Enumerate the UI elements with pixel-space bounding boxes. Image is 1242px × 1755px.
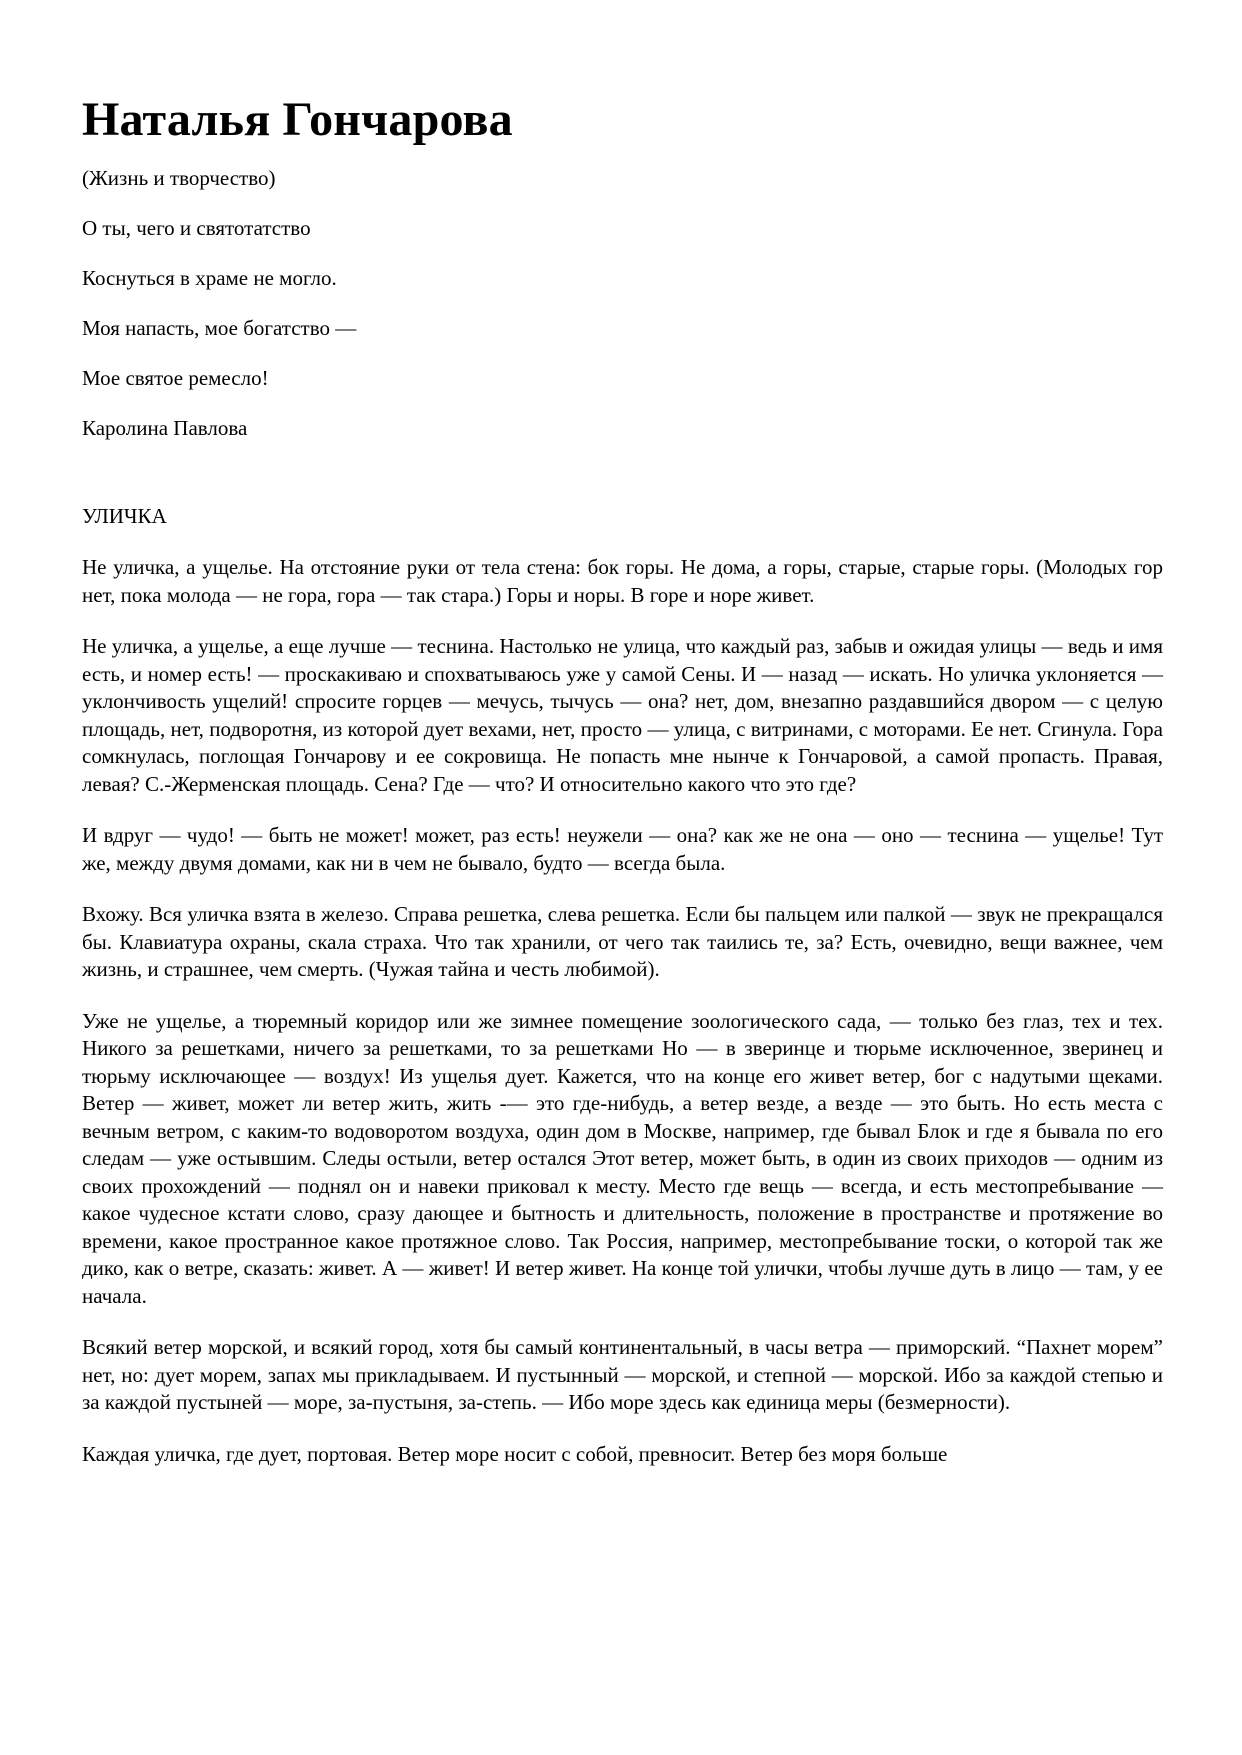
paragraph: И вдруг — чудо! — быть не может! может, раз есть! неужели — она? как же не она — оно — теснина — ущелье! Тут же, между двумя домами, как ни в чем не бывало, будто — всегда была.	[82, 823, 1163, 875]
epigraph-line: Моя напасть, мое богатство —	[82, 316, 357, 340]
document-title: Наталья Гончарова	[82, 93, 513, 146]
paragraph: Уже не ущелье, а тюремный коридор или же зимнее помещение зоологического сада, — только без глаз, тех и тех. Никого за решетками, ничего за решетками, то за решетками Но — в зверинце и тюрьме исключенное, зверинец и тюрьму исключающее — воздух! Из ущелья дует. Кажется, что на конце его живет ветер, бог с надутыми щеками. Ветер — живет, может ли ветер жить, жить -— это где-нибудь, а ветер везде, а везде — это быть. Но есть места с вечным ветром, с каким-то водоворотом воздуха, один дом в Москве, например, где бывал Блок и где я бывала по его следам — уже остывшим. Следы остыли, ветер остался Этот ветер, может быть, в один из своих приходов — одним из своих прохождений — поднял он и навеки приковал к месту. Место где вещь — всегда, и есть местопребывание — какое чудесное кстати слово, сразу дающее и бытность и длительность, положение в пространстве и протяжение во времени, какое пространное какое протяжное слово. Так Россия, например, местопребывание тоски, о которой так же дико, как о ветре, сказать: живет. А — живет! И ветер живет. На конце той улички, чтобы лучше дуть в лицо — там, у ее начала.	[82, 1008, 1163, 1308]
paragraph: Вхожу. Вся уличка взята в железо. Справа решетка, слева решетка. Если бы пальцем или палкой — звук не прекращался бы. Клавиатура охраны, скала страха. Что так хранили, от чего так таились те, за? Есть, очевидно, вещи важнее, чем жизнь, и страшнее, чем смерть. (Чужая тайна и честь любимой).	[82, 902, 1163, 981]
section-heading: УЛИЧКА	[82, 504, 167, 528]
epigraph-line: Коснуться в храме не могло.	[82, 266, 337, 290]
subtitle: (Жизнь и творчество)	[82, 166, 276, 190]
epigraph	[82, 216, 1163, 440]
epigraph-line: Мое святое ремесло!	[82, 366, 269, 390]
epigraph-author: Каролина Павлова	[82, 416, 248, 440]
document-page	[82, 88, 1163, 1492]
paragraph: Каждая уличка, где дует, портовая. Ветер море носит с собой, превносит. Ветер без моря больше	[82, 1441, 948, 1466]
paragraph: Не уличка, а ущелье. На отстояние руки от тела стена: бок горы. Не дома, а горы, старые, старые горы. (Молодых гор нет, пока молода — не гора, гора — так стара.) Горы и норы. В горе и норе живет.	[82, 555, 1163, 607]
paragraph: Не уличка, а ущелье, а еще лучше — теснина. Настолько не улица, что каждый раз, забыв и ожидая улицы — ведь и имя есть, и номер есть! — проскакиваю и спохватываюсь уже у самой Сены. И — назад — искать. Но уличка уклоняется — уклончивость ущелий! спросите горцев — мечусь, тычусь — она? нет, дом, внезапно раздавшийся двором — с целую площадь, нет, подворотня, из которой дует вехами, нет, просто — улица, с витринами, с моторами. Ее нет. Сгинула. Гора сомкнулась, поглощая Гончарову и ее сокровища. Не попасть мне нынче к Гончаровой, а самой пропасть. Правая, левая? С.-Жерменская площадь. Сена? Где — что? И относительно какого что это где?	[82, 634, 1163, 796]
paragraph: Всякий ветер морской, и всякий город, хотя бы самый континентальный, в часы ветра — приморский. “Пахнет морем” нет, но: дует морем, запах мы прикладываем. И пустынный — морской, и степной — морской. Ибо за каждой степью и за каждой пустыней — море, за-пустыня, за-степь. — Ибо море здесь как единица меры (безмерности).	[82, 1335, 1163, 1414]
epigraph-line: О ты, чего и святотатство	[82, 216, 311, 240]
